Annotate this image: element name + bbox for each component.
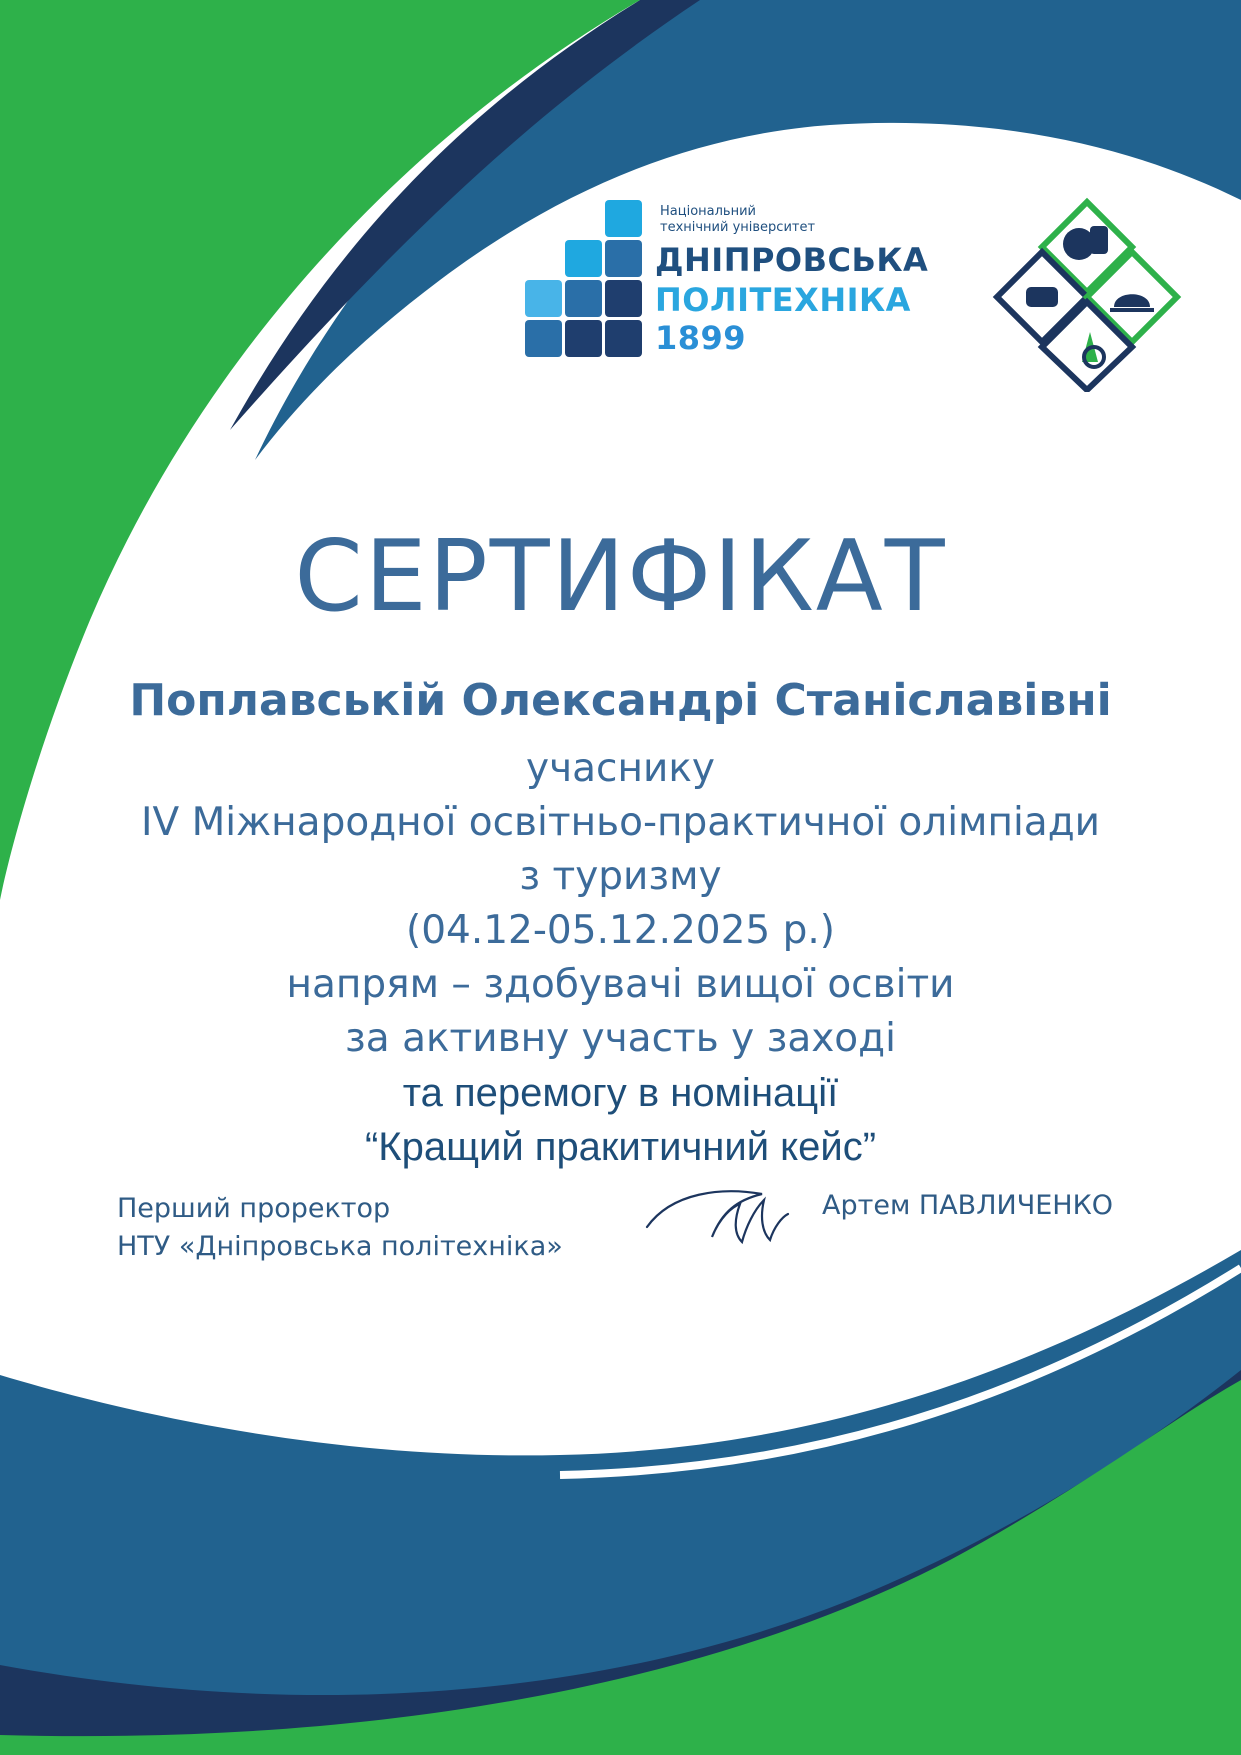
university-logo-blocks-icon bbox=[525, 200, 645, 360]
certificate-body bbox=[0, 742, 1241, 1174]
university-logo bbox=[525, 200, 945, 365]
logo-name-line1: ДНІПРОВСЬКА bbox=[655, 241, 929, 279]
body-line-victory: та перемогу в номінації bbox=[402, 1071, 839, 1115]
signer-position-line1: Перший проректор bbox=[117, 1193, 391, 1224]
logo-year: 1899 bbox=[655, 319, 747, 357]
logo-subtitle-line2: технічний університет bbox=[660, 220, 816, 235]
logo-subtitle bbox=[660, 204, 815, 236]
tourism-logo-icon bbox=[982, 192, 1192, 392]
body-line-direction: напрям – здобувачі вищої освіти bbox=[286, 962, 955, 1007]
logo-subtitle-line1: Національний bbox=[660, 204, 756, 219]
body-line-dates: (04.12-05.12.2025 р.) bbox=[406, 908, 835, 953]
body-line-participation: за активну участь у заході bbox=[345, 1016, 896, 1061]
signer-name: Артем ПАВЛИЧЕНКО bbox=[822, 1190, 1113, 1221]
body-line-topic: з туризму bbox=[519, 854, 722, 899]
body-line-olympiad: IV Міжнародної освітньо-практичної олімпіади bbox=[140, 800, 1101, 845]
handwritten-signature bbox=[642, 1182, 792, 1252]
body-line-nomination: “Кращий пракитичний кейс” bbox=[364, 1125, 877, 1169]
certificate-title: СЕРТИФІКАТ bbox=[294, 520, 947, 634]
body-line-participant: учаснику bbox=[526, 746, 715, 791]
recipient-name: Поплавській Олександрі Станіславівні bbox=[129, 675, 1112, 726]
signer-position-line2: НТУ «Дніпровська політехніка» bbox=[117, 1231, 563, 1262]
signer-position bbox=[117, 1190, 563, 1266]
logo-name-line2: ПОЛІТЕХНІКА bbox=[655, 281, 911, 319]
